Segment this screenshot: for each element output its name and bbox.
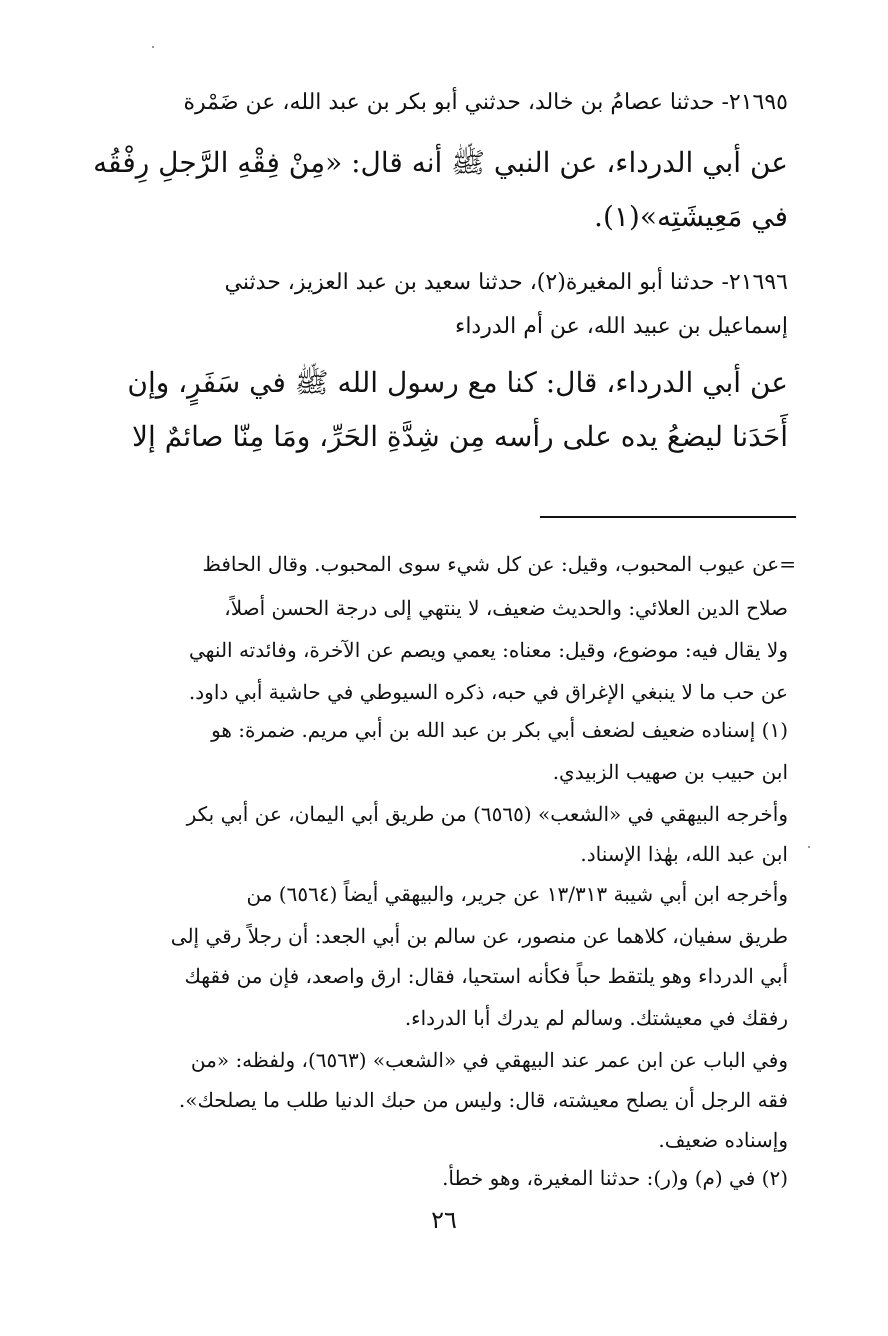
hadith-21696-line-4: أَحَدَنا ليضعُ يده على رأسه مِن شِدَّةِ الحَرِّ، ومَا مِنّا صائمٌ إلا xyxy=(132,420,788,453)
footnote-1-line: وأخرجه البيهقي في «الشعب» (٦٥٦٥) من طريق أبي اليمان، عن أبي بكر xyxy=(186,802,788,826)
footnote-1-line: وإسناده ضعيف. xyxy=(658,1128,788,1152)
footnote-1-line: وأخرجه ابن أبي شيبة ١٣/٣١٣ عن جرير، والبيهقي أيضاً (٦٥٦٤) من xyxy=(246,882,788,906)
footnote-1-line: ابن حبيب بن صهيب الزبيدي. xyxy=(552,760,788,784)
hadith-21696-line-1: ٢١٦٩٦- حدثنا أبو المغيرة(٢)، حدثنا سعيد بن عبد العزيز، حدثني xyxy=(224,270,788,295)
footnote-cont-line: ولا يقال فيه: موضوع، وقيل: معناه: يعمي ويصم عن الآخرة، وفائدته النهي xyxy=(189,638,788,662)
footnote-1-line: ابن عبد الله، بهٰذا الإسناد. xyxy=(580,842,788,866)
footnote-separator xyxy=(540,516,796,518)
footnote-1-line: أبي الدرداء وهو يلتقط حباً فكأنه استحيا، فقال: ارق واصعد، فإن من فقهك xyxy=(184,964,788,988)
hadith-21695-line-1: ٢١٦٩٥- حدثنا عصامُ بن خالد، حدثني أبو بكر بن عبد الله، عن ضَمْرة xyxy=(183,90,788,115)
footnote-1-line: طريق سفيان، كلاهما عن منصور، عن سالم بن أبي الجعد: أن رجلاً رقي إلى xyxy=(170,924,788,948)
hadith-21695-line-3: في مَعِيشَتِه»(١). xyxy=(594,200,788,233)
hadith-21696-line-3: عن أبي الدرداء، قال: كنا مع رسول الله ﷺ في سَفَرٍ، وإن xyxy=(127,366,788,399)
footnote-1-line: (١) إسناده ضعيف لضعف أبي بكر بن عبد الله بن أبي مريم. ضمرة: هو xyxy=(211,718,788,742)
scan-speck xyxy=(152,46,154,48)
hadith-21695-line-2: عن أبي الدرداء، عن النبي ﷺ أنه قال: «مِنْ فِقْهِ الرَّجلِ رِفْقُه xyxy=(93,146,788,179)
footnote-cont-line: =عن عيوب المحبوب، وقيل: عن كل شيء سوى المحبوب. وقال الحافظ xyxy=(202,552,796,576)
footnote-2-line: (٢) في (م) و(ر): حدثنا المغيرة، وهو خطأ. xyxy=(442,1166,788,1190)
footnote-1-line: رفقك في معيشتك. وسالم لم يدرك أبا الدرداء. xyxy=(404,1006,788,1030)
hadith-21696-line-2: إسماعيل بن عبيد الله، عن أم الدرداء xyxy=(454,314,788,339)
footnote-cont-line: عن حب ما لا ينبغي الإغراق في حبه، ذكره السيوطي في حاشية أبي داود. xyxy=(188,680,788,704)
scan-speck xyxy=(808,846,810,848)
page-number: ٢٦ xyxy=(431,1206,457,1234)
footnote-1-line: وفي الباب عن ابن عمر عند البيهقي في «الشعب» (٦٥٦٣)، ولفظه: «من xyxy=(190,1048,788,1072)
footnote-1-line: فقه الرجل أن يصلح معيشته، قال: وليس من حبك الدنيا طلب ما يصلحك». xyxy=(178,1088,788,1112)
footnote-cont-line: صلاح الدين العلائي: والحديث ضعيف، لا ينتهي إلى درجة الحسن أصلاً، xyxy=(224,596,788,620)
